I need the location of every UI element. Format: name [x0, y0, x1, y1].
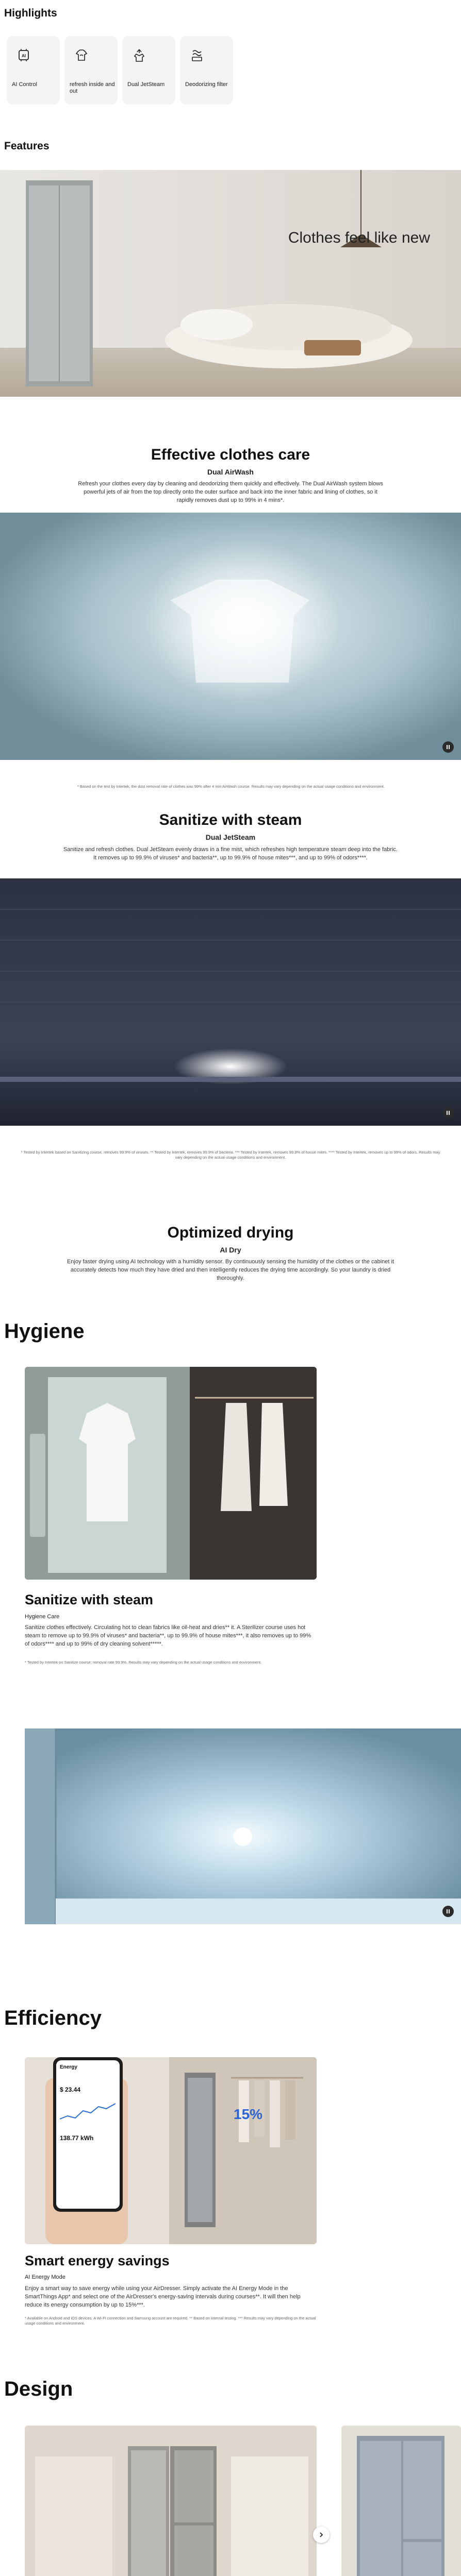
hygiene-footnote: * Tested by Intertek on Sanitize course; removal rate 99.9%. Results may vary depending on the actual usage conditions and environment.	[25, 1660, 262, 1665]
hero-text: Clothes feel like new	[288, 229, 430, 246]
phone-header: Energy	[60, 2064, 77, 2070]
energy-saving-badge: 15%	[234, 2106, 263, 2122]
drying-title: Optimized drying	[167, 1224, 294, 1241]
airwash-footnote: * Based on the test by Intertek, the dust removal rate of clothes was 99% after 4 min AirWash course. Results may vary depending on the actual usage conditions and environment.	[77, 784, 385, 789]
airwash-body: Refresh your clothes every day by cleaning and deodorizing them quickly and effectively. The Dual AirWash system blows powerful jets of air from the top directly onto the outer surface and back into the inner fabric and lining of clothes, so it rapidly removes dust up to 99% in 4 mins*.	[78, 481, 383, 503]
play-pause-button[interactable]	[442, 1107, 454, 1118]
svg-text:AI: AI	[22, 54, 26, 58]
feature-card-deodorizing[interactable]	[180, 36, 233, 105]
steam-video[interactable]	[0, 878, 461, 1126]
airwash-title: Effective clothes care	[151, 446, 310, 463]
airwash-video[interactable]	[0, 513, 461, 760]
efficiency-heading: Efficiency	[4, 2007, 102, 2029]
efficiency-card-subtitle: AI Energy Mode	[25, 2274, 65, 2280]
pause-icon	[446, 744, 451, 750]
hero-image	[0, 170, 461, 397]
deodorizing-filter-icon	[189, 47, 205, 63]
drying-subtitle: AI Dry	[220, 1246, 241, 1254]
hygiene-image	[25, 1367, 317, 1580]
feature-card-jetsteam[interactable]	[122, 36, 175, 105]
pause-icon	[446, 1110, 451, 1115]
phone-value-cost: $ 23.44	[60, 2086, 81, 2093]
hygiene-card-title: Sanitize with steam	[25, 1592, 154, 1607]
ai-control-icon	[16, 47, 31, 63]
highlights-heading: Highlights	[4, 7, 57, 19]
play-pause-button[interactable]	[442, 741, 454, 753]
pause-icon	[446, 1909, 451, 1914]
feature-card-ai-control[interactable]	[7, 36, 60, 105]
play-pause-button[interactable]	[442, 1906, 454, 1917]
design-heading: Design	[4, 2378, 73, 2400]
carousel-next-button[interactable]	[313, 2527, 330, 2543]
hygiene-body: Sanitize clothes effectively. Circulating hot to clean fabrics like oil-heat and dries** it. A Sterilizer course uses hot steam to remove up to 99.9% of viruses* and bacteria**, up to 99.9% of house mites***, it also removes up to 99% of odors**** and up to 99% of dry cleaning solvent*****.	[25, 1624, 311, 1647]
efficiency-body: Enjoy a smart way to save energy while using your AirDresser. Simply activate the AI Energy Mode in the SmartThings App* and select one of the AirDresser's energy-saving intervals during courses**. It will then help reduce its energy consumption by up to 15%***.	[25, 2285, 301, 2308]
design-image-1	[25, 2426, 317, 2576]
design-image-2	[341, 2426, 461, 2576]
feature-label: AI Control	[12, 81, 37, 88]
jetsteam-icon	[131, 47, 147, 63]
efficiency-footnote: * Available on Android and iOS devices. A Wi-Fi connection and Samsung account are required. ** Based on internal testing. *** Results may vary depending on the actual usage conditions and environment.	[25, 2316, 316, 2326]
steam-title: Sanitize with steam	[159, 811, 302, 828]
drying-body: Enjoy faster drying using AI technology with a humidity sensor. By continuously sensing the humidity of the clothes or the cabinet it accurately detects how much they have dried and then intelligently reduces the drying time accordingly. So your laundry is dried thoroughly.	[67, 1259, 394, 1281]
phone-chart	[60, 2098, 116, 2124]
steam-body: Sanitize and refresh clothes. Dual JetSteam evenly draws in a fine mist, which refreshes high temperature steam deep into the fabric. It removes up to 99.9% of viruses* and bacteria**, up to 99.9% of house mites***, and up to 99% of odors****.	[63, 846, 398, 861]
efficiency-card-title: Smart energy savings	[25, 2253, 170, 2268]
refresh-icon	[74, 47, 89, 63]
feature-label: Dual JetSteam	[127, 81, 165, 88]
steam-footnote: * Tested by Intertek based on Sanitizing course, removes 99.9% of viruses. ** Tested by Intertek, removes 99.9% of bacteria. *** Tested by Intertek, removes 99.9% of house mites. **** Tested by Intertek, removes up to 99% of odors. Results may vary depending on the actual usage conditions and environment.	[21, 1150, 440, 1160]
feature-label: refresh inside and out	[70, 81, 115, 95]
chevron-right-icon	[318, 2532, 324, 2538]
hygiene-heading: Hygiene	[4, 1320, 85, 1343]
steam-subtitle: Dual JetSteam	[205, 833, 256, 841]
feature-card-refresh[interactable]	[64, 36, 118, 105]
airwash-subtitle: Dual AirWash	[207, 468, 254, 476]
feature-label: Deodorizing filter	[185, 81, 228, 88]
hygiene-card-subtitle: Hygiene Care	[25, 1614, 60, 1620]
hygiene-video[interactable]	[25, 1728, 461, 1924]
features-heading: Features	[4, 140, 50, 152]
efficiency-image	[25, 2057, 317, 2244]
phone-value-energy: 138.77 kWh	[60, 2134, 94, 2142]
